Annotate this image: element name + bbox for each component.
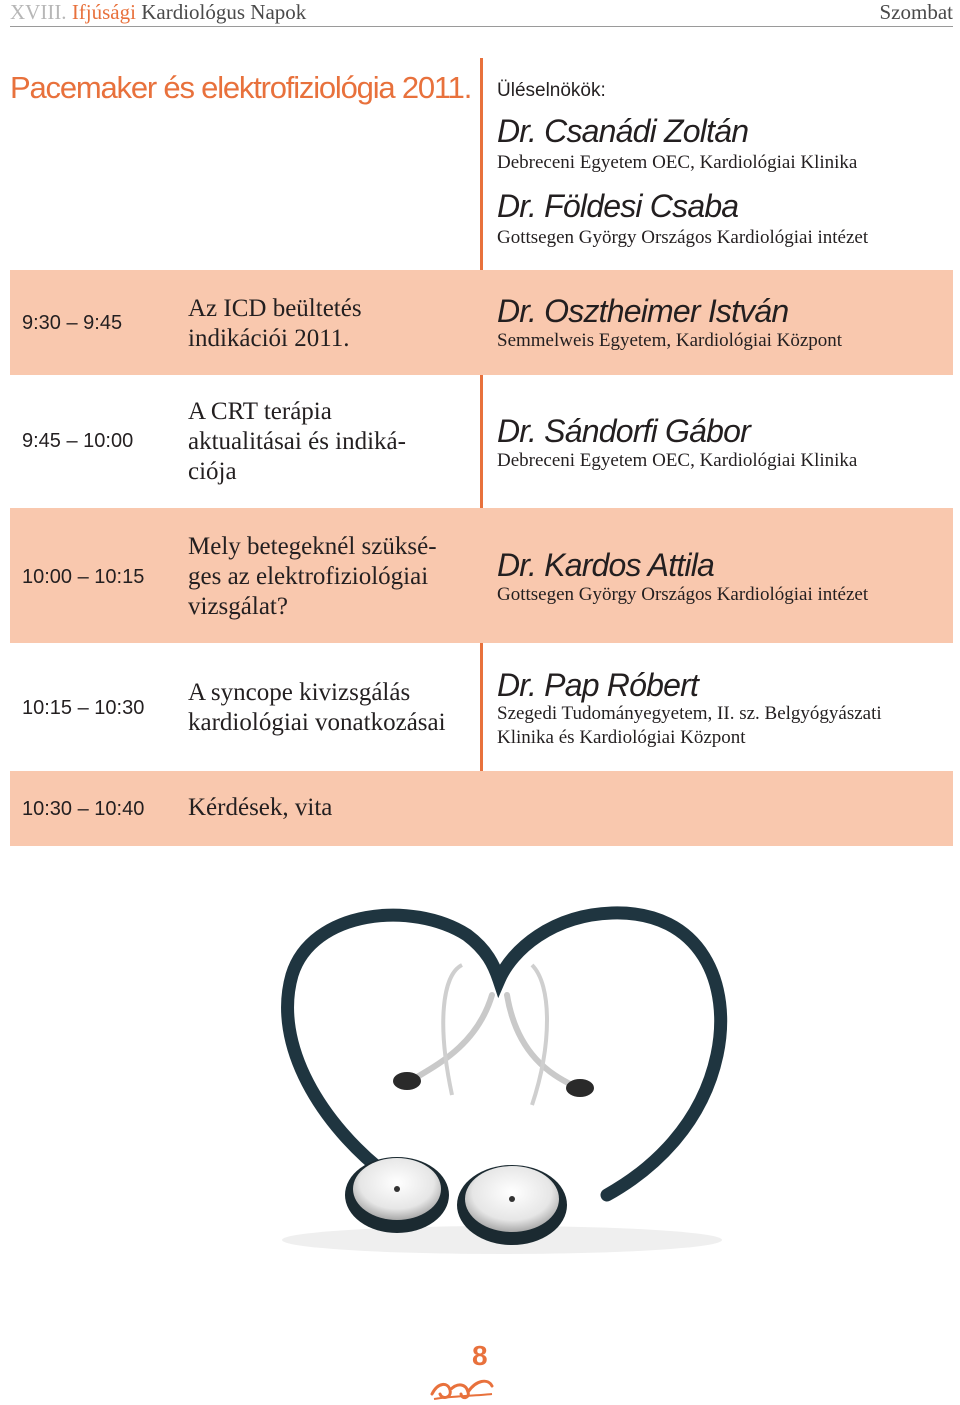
affiliation-line: Semmelweis Egyetem, Kardiológiai Központ	[497, 330, 843, 351]
time-slot: 9:30 – 9:45	[22, 312, 123, 334]
topic-line: ges az elektrofiziológiai	[188, 563, 429, 590]
chair-affiliation: Debreceni Egyetem OEC, Kardiológiai Klinika	[497, 152, 858, 173]
talk-topic	[188, 294, 473, 354]
chair-affiliation: Gottsegen György Országos Kardiológiai intézet	[497, 227, 869, 248]
time-slot: 9:45 – 10:00	[22, 430, 134, 452]
talk-topic	[188, 532, 473, 622]
time-slot: 10:15 – 10:30	[22, 697, 145, 719]
running-header	[10, 0, 953, 27]
day-label: Szombat	[879, 0, 953, 24]
speaker-name: Dr. Kardos Attila	[497, 547, 714, 583]
chair-name: Dr. Csanádi Zoltán	[497, 113, 749, 149]
topic-line: kardiológiai vonatkozásai	[188, 709, 446, 736]
affiliation-line: Szegedi Tudományegyetem, II. sz. Belgyógyászati	[497, 703, 882, 724]
topic-line: Mely betegeknél szüksé-	[188, 533, 437, 560]
chair-name: Dr. Földesi Csaba	[497, 188, 739, 224]
talk-topic	[188, 793, 473, 823]
topic-line: Kérdések, vita	[188, 794, 333, 821]
time-slot: 10:00 – 10:15	[22, 566, 145, 588]
topic-line: aktualitásai és indiká-	[188, 428, 406, 455]
program-row	[10, 270, 953, 375]
title-rest: Kardiológus Napok	[141, 0, 307, 24]
time-slot: 10:30 – 10:40	[22, 798, 145, 820]
page-number: 8	[472, 1340, 488, 1371]
speaker-affiliation	[497, 702, 937, 750]
program-row	[10, 375, 953, 508]
speaker-affiliation	[497, 329, 937, 353]
stethoscope-heart-image	[262, 905, 737, 1260]
chairs-label: Üléselnökök:	[497, 80, 606, 101]
topic-line: Az ICD beültetés	[188, 295, 362, 322]
program-row	[10, 643, 953, 771]
speaker-name: Dr. Pap Róbert	[497, 667, 699, 703]
speaker-name: Dr. Osztheimer István	[497, 293, 789, 329]
affiliation-line: Gottsegen György Országos Kardiológiai intézet	[497, 584, 869, 605]
running-title	[10, 0, 306, 25]
title-highlight: Ifjúsági	[71, 0, 136, 24]
program-row	[10, 508, 953, 643]
flourish-ornament-icon	[428, 1372, 496, 1402]
topic-line: vizsgálat?	[188, 593, 288, 620]
topic-line: A CRT terápia	[188, 398, 332, 425]
program-row	[10, 771, 953, 846]
speaker-affiliation	[497, 449, 937, 473]
speaker-name: Dr. Sándorfi Gábor	[497, 413, 750, 449]
speaker-affiliation	[497, 583, 937, 607]
talk-topic	[188, 397, 473, 487]
affiliation-line: Debreceni Egyetem OEC, Kardiológiai Klinika	[497, 450, 858, 471]
affiliation-line: Klinika és Kardiológiai Központ	[497, 727, 746, 748]
session-title: Pacemaker és elektrofiziológia 2011.	[10, 70, 472, 105]
topic-line: ciója	[188, 458, 237, 485]
edition-number: XVIII.	[10, 0, 67, 24]
topic-line: A syncope kivizsgálás	[188, 679, 411, 706]
topic-line: indikációi 2011.	[188, 325, 350, 352]
talk-topic	[188, 678, 473, 738]
